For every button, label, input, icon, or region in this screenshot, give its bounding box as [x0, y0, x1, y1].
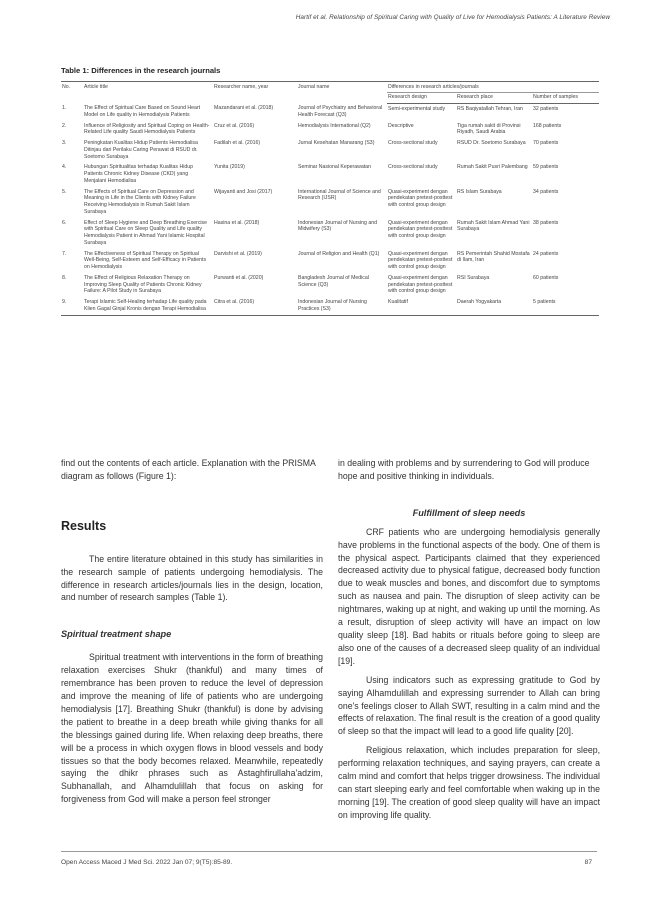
- table-row: [61, 218, 599, 249]
- cell-researcher: Fadilah et al. (2016): [214, 140, 261, 146]
- left-column: [61, 457, 323, 806]
- cell-researcher: Yunita (2019): [214, 164, 245, 171]
- cell-title: The Effectiveness of Spiritual Therapy on Spiritual Well-Being, Self-Esteem and Self-Efficacy in Patients on Hemodialysis: [84, 250, 207, 270]
- cell-design: Descriptive: [388, 122, 414, 129]
- spiritual-text: Spiritual treatment with interventions in the form of breathing relaxation exercises Shukr (thankful) and many times of remembrance has been proven to reduce the level of depression and improve the meaning of life of patients who are undergoing hemodialysis [17]. Breathing Shukr (thankful) is done by advising the patient to breathe in a deep breath while giving thanks for all the blessings gained during life. When relaxing deep breaths, there will be a process in which oxygen flows in blood vessels and body tissues so that the body becomes relaxed. Meanwhile, repeatedly saying the dhikr phrases such as Astaghfirullaha'adzim, Subhanallah, and Alhamdulillah that focus on asking for forgiveness from God will make a person feel stronger: [61, 652, 323, 805]
- cell-no: 3.: [62, 140, 67, 146]
- cell-place: RSI Surabaya: [457, 274, 490, 281]
- cell-samples: 38 patients: [533, 219, 559, 226]
- cell-title: The Effect of Religious Relaxation Therapy on Improving Sleep Quality of Patients Chronic Kidney Failure: A Pilot Study in Surabaya: [84, 274, 202, 295]
- cell-place: Rumah Sakit Islam Ahmad Yani Surabaya: [457, 219, 530, 233]
- table-row: [61, 249, 599, 273]
- cell-no: 8.: [62, 274, 67, 281]
- cell-samples: 70 patients: [533, 140, 559, 146]
- cell-place: RS Pemerintah Shahid Mostafa di Ilam, Iran: [457, 250, 530, 264]
- table-body: [61, 103, 599, 315]
- page-number: 87: [584, 859, 592, 866]
- cell-researcher: Purwanti et al. (2020): [214, 274, 264, 281]
- cell-no: 6.: [62, 219, 67, 226]
- cell-no: 1.: [62, 105, 67, 111]
- right-intro: in dealing with problems and by surrendering to God will produce hope and positive thinking in individuals.: [338, 458, 590, 481]
- cell-title: The Effects of Spiritual Care on Depression and Meaning in Life in the Clients with Kidney Failure Receiving Hemodialysis in Rumah Sakit Islam Surabaya: [84, 188, 196, 215]
- cell-design: Quasi-experiment dengan pendekatan pretest-posttest with control group design: [388, 188, 453, 208]
- cell-no: 4.: [62, 164, 67, 171]
- cell-samples: 60 patients: [533, 274, 559, 281]
- cell-journal: Journal of Religion and Health (Q1): [298, 250, 380, 257]
- cell-design: Cross-sectional study: [388, 140, 438, 146]
- sleep-heading: Fulfillment of sleep needs: [412, 507, 526, 518]
- cell-journal: Bangladesh Journal of Medical Science (Q3): [298, 274, 369, 288]
- col-header-place: Research place: [456, 92, 532, 103]
- sleep-paragraph-2: Using indicators such as expressing gratitude to God by saying Alhamdulillah and expressing surrender to Allah can bring one's feelings closer to Allah SWT, resulting in a calm mind and the effects of relaxation. The final result is the creation of a good quality of sleep so that the impact will lead to a good life quality [20].: [338, 674, 600, 737]
- right-column: [338, 457, 600, 822]
- cell-title: Terapi Islamic Self-Healing terhadap Life quality pada Klien Gagal Ginjal Kronis dengan Terapi Hemodialisa: [83, 297, 213, 315]
- cell-researcher: Wijayanti and Josi (2017): [214, 188, 273, 195]
- sleep-paragraph-3: Religious relaxation, which includes preparation for sleep, performing relaxation techniques, and saying prayers, can create a calm mind and comfort that helps trigger drowsiness. The individual can start sleeping early and feel comfortable when waking up in the morning [19]. The creation of good sleep quality will have an impact on improving life quality.: [338, 745, 600, 820]
- cell-place: RSUD Dr. Soetomo Surabaya: [457, 140, 526, 146]
- cell-place: Rumah Sakit Pusri Palembang: [457, 164, 528, 171]
- table-row: [61, 297, 599, 315]
- cell-title: Hubungan Spiritualitas terhadap Kualitas Hidup Patients Chronic Kidney Disease (CKD) yang Menjalani Hemodialisa: [84, 164, 194, 184]
- research-journals-table: [61, 81, 599, 316]
- cell-samples: 5 patients: [532, 297, 599, 315]
- col-header-differences: Differences in research articles/journals: [387, 82, 599, 93]
- cell-samples: 59 patients: [533, 164, 559, 171]
- results-heading: Results: [61, 518, 107, 533]
- cell-no: 9.: [61, 297, 83, 315]
- col-header-design: Research design: [387, 92, 456, 103]
- cell-no: 5.: [62, 188, 67, 195]
- cell-researcher: Mazandarani et al. (2018): [214, 105, 274, 111]
- col-header-samples: Number of samples: [532, 92, 599, 103]
- cell-journal: Hemodialysis International (Q2): [298, 122, 371, 129]
- cell-journal: Journal of Psychiatry and Behavioral Health Forecast (Q3): [298, 105, 383, 118]
- cell-design: Semi-experimental study: [388, 105, 446, 112]
- table-title: Table 1: Differences in the research journals: [61, 66, 221, 75]
- col-header-title: Article title: [83, 82, 213, 104]
- cell-design: Quasi-experiment dengan pendekatan pretest-posttest with control group design: [388, 274, 453, 295]
- cell-design: Quasi-experiment dengan pendekatan pretest-posttest with control group design: [388, 219, 453, 239]
- cell-researcher: Hasina et al. (2018): [214, 219, 260, 226]
- cell-samples: 32 patients: [533, 105, 559, 112]
- left-intro: find out the contents of each article. Explanation with the PRISMA diagram as follows (Figure 1):: [61, 458, 316, 481]
- table-row: [61, 103, 599, 121]
- cell-place: RS Baqiyatallah Tehran, Iran: [457, 105, 523, 112]
- sleep-paragraph-1: CRF patients who are undergoing hemodialysis generally have problems in the functional aspects of the body. One of them is the physical aspect. Participants claimed that they experienced decreased activity due to physical fatigue, decreased body function due to weak muscles and bones, and discomfort due to symptoms such as nausea and pain. The disruption of sleep activity can be nightmares, waking up at night, and waking up until the morning. As a result, disruption of sleep activity will have an impact on low quality sleep [18]. Bad habits or rituals before going to sleep are also one of the causes of a decreased sleep quality of an individual [19].: [338, 526, 600, 666]
- cell-samples: 168 patients: [533, 122, 562, 129]
- cell-title: The Effect of Spiritual Care Based on Sound Heart Model on Life quality in Hemodialysis Patients: [84, 105, 201, 118]
- cell-place: Daerah Yogyakarta: [456, 297, 532, 315]
- table-row: [61, 138, 599, 162]
- cell-journal: Indonesian Journal of Nursing and Midwifery (S3): [298, 219, 378, 233]
- cell-journal: Indonesian Journal of Nursing Practices (S3): [297, 297, 387, 315]
- table-row: [61, 121, 599, 139]
- footer-citation: Open Access Maced J Med Sci. 2022 Jan 07; 9(T5):85-89.: [61, 859, 233, 866]
- cell-samples: 24 patients: [533, 250, 559, 257]
- cell-place: RS Islam Surabaya: [457, 188, 502, 195]
- cell-place: Tiga rumah sakit di Provinsi Riyadh, Saudi Arabia: [457, 122, 521, 136]
- running-head: Hartif et al. Relationship of Spiritual Caring with Quality of Live for Hemodialysis Patients: A Literature Review: [295, 14, 610, 21]
- cell-no: 7.: [62, 250, 67, 257]
- cell-design: Quasi-experiment dengan pendekatan pretest-posttest with control group design: [388, 250, 453, 270]
- cell-design: Cross-sectional study: [388, 164, 438, 171]
- cell-title: Effect of Sleep Hygiene and Deep Breathing Exercise with Spiritual Care on Sleep Quality and Life quality Hemodialysis Patient in Ahmad Yani Islamic Hospital Surabaya: [84, 219, 208, 246]
- cell-design: Kualitatif: [387, 297, 456, 315]
- col-header-no: No.: [61, 82, 83, 104]
- cell-journal: Jurnal Kesehatan Manarang (S3): [298, 140, 375, 146]
- table-row: [61, 273, 599, 297]
- cell-researcher: Cruz et al. (2016): [214, 122, 255, 129]
- results-text: The entire literature obtained in this study has similarities in the research sample of patients undergoing hemodialysis. The difference in research articles/journals lies in the design, location, and number of research samples (Table 1).: [61, 553, 323, 603]
- cell-title: Peningkatan Kualitas Hidup Patients Hemodialisa Ditinjau dari Perilaku Caring Perawat di RSUD dr. Soetomo Surabaya: [84, 140, 198, 160]
- cell-researcher: Darvishi et al. (2019): [214, 250, 262, 257]
- spiritual-heading: Spiritual treatment shape: [61, 629, 172, 640]
- cell-no: 2.: [62, 122, 67, 129]
- table-row: [61, 162, 599, 186]
- cell-samples: 34 patients: [533, 188, 559, 195]
- cell-journal: Seminar Nasional Keperawatan: [298, 164, 371, 171]
- cell-title: Influence of Religiosity and Spiritual Coping on Health-Related Life quality Saudi Hemodialysis Patients: [84, 122, 210, 136]
- col-header-journal: Journal name: [297, 82, 387, 104]
- col-header-researcher: Researcher name, year: [213, 82, 297, 104]
- footer-divider: [61, 851, 597, 852]
- cell-journal: International Journal of Science and Research (IJSR): [298, 188, 381, 202]
- cell-researcher: Citra et al. (2016): [213, 297, 297, 315]
- table-row: [61, 187, 599, 218]
